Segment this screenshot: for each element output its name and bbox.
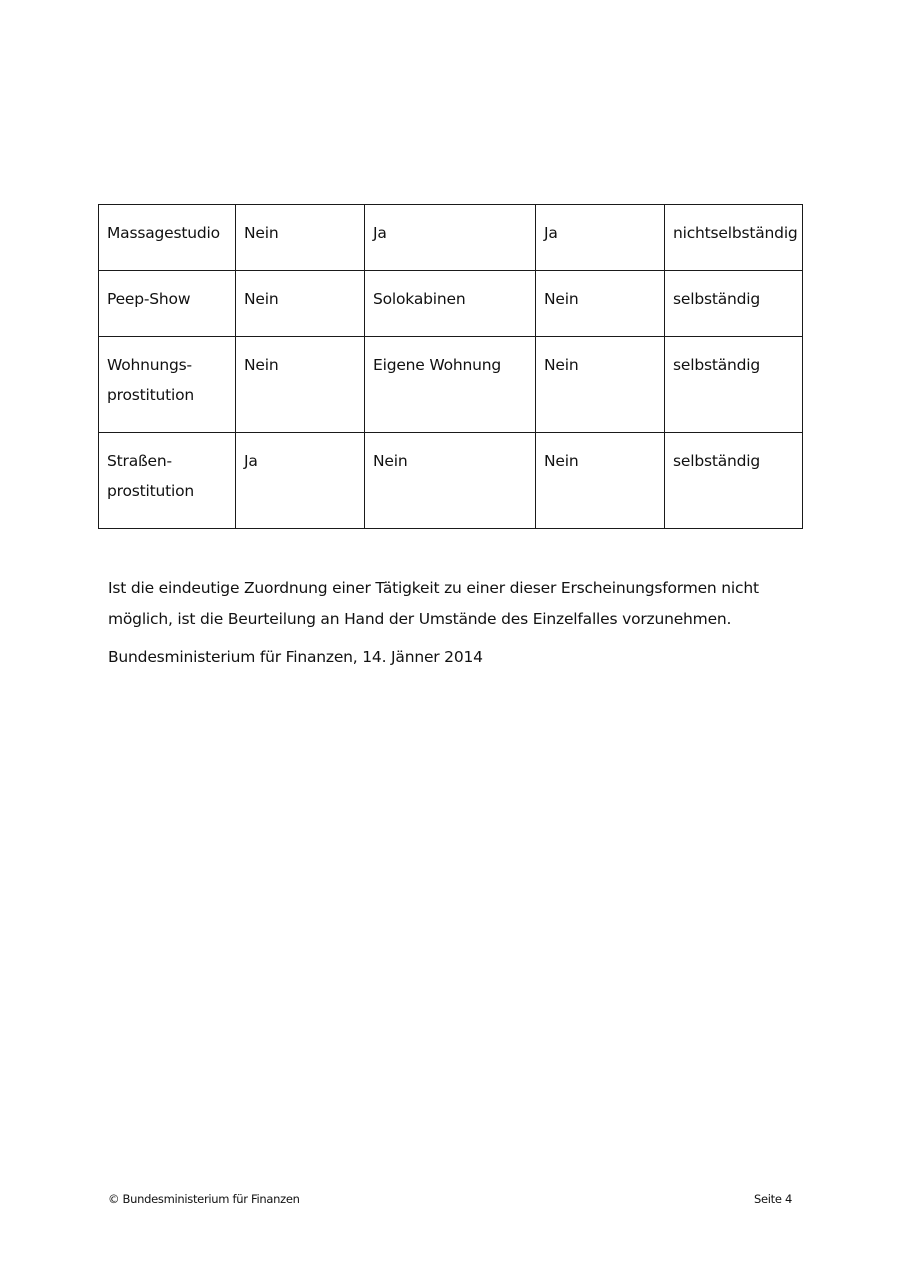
table-cell: Ja bbox=[365, 205, 536, 271]
table-cell: Straßen- prostitution bbox=[99, 433, 236, 529]
table-cell: Nein bbox=[236, 271, 365, 337]
signature-line: Bundesministerium für Finanzen, 14. Jänner 2014 bbox=[108, 648, 483, 666]
table-row bbox=[99, 433, 803, 529]
body-paragraph bbox=[108, 573, 788, 635]
table-cell: Ja bbox=[536, 205, 665, 271]
paragraph-line: Ist die eindeutige Zuordnung einer Tätigkeit zu einer dieser Erscheinungsformen nicht bbox=[108, 579, 759, 597]
table-cell: Massagestudio bbox=[99, 205, 236, 271]
table-cell: Nein bbox=[365, 433, 536, 529]
table-row bbox=[99, 337, 803, 433]
page-number: Seite 4 bbox=[753, 1192, 792, 1206]
table-row bbox=[99, 205, 803, 271]
table-cell: Eigene Wohnung bbox=[365, 337, 536, 433]
table-cell: Nein bbox=[236, 337, 365, 433]
table-cell: Nein bbox=[536, 337, 665, 433]
classification-table bbox=[98, 204, 803, 529]
table-cell: Ja bbox=[236, 433, 365, 529]
table-cell: selbständig bbox=[665, 433, 803, 529]
table-cell: Nein bbox=[536, 433, 665, 529]
table-cell: Nein bbox=[536, 271, 665, 337]
table-cell: selbständig bbox=[665, 337, 803, 433]
table-cell: nichtselbständig bbox=[665, 205, 803, 271]
table-row bbox=[99, 271, 803, 337]
table-cell: Wohnungs- prostitution bbox=[99, 337, 236, 433]
table-cell: selbständig bbox=[665, 271, 803, 337]
paragraph-line: möglich, ist die Beurteilung an Hand der Umstände des Einzelfalles vorzunehmen. bbox=[108, 610, 732, 628]
footer-copyright: © Bundesministerium für Finanzen bbox=[108, 1192, 300, 1206]
table-cell: Peep-Show bbox=[99, 271, 236, 337]
table-cell: Nein bbox=[236, 205, 365, 271]
table-cell: Solokabinen bbox=[365, 271, 536, 337]
